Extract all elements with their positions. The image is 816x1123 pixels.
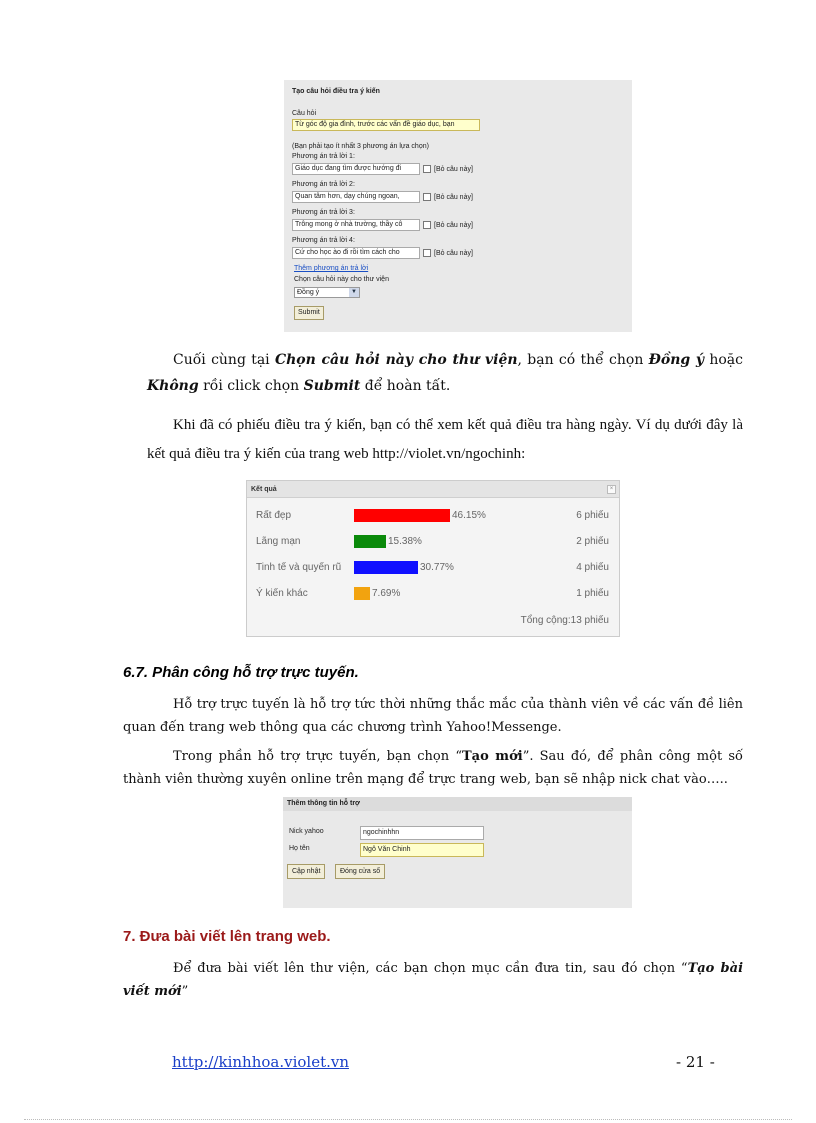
- paragraph-final-step: Cuối cùng tại Chọn câu hỏi này cho thư viện, bạn có thể chọn Đồng ý hoặc Không rồi click chọn Submit để hoàn tất.: [147, 352, 743, 394]
- answer-3-remove-label: [Bỏ câu này]: [434, 222, 473, 229]
- support-form-screenshot: [283, 797, 632, 908]
- answer-1-input[interactable]: Giáo dục đang tìm được hướng đi: [292, 163, 420, 175]
- result-percent: 7.69%: [372, 588, 401, 599]
- library-select[interactable]: [294, 287, 360, 298]
- section-7-paragraph: Để đưa bài viết lên thư viện, các bạn chọn mục cần đưa tin, sau đó chọn “Tạo bài viết mới”: [123, 961, 744, 999]
- question-input[interactable]: Từ góc độ gia đình, trước các vấn đề giáo dục, bạn: [292, 119, 480, 131]
- answer-2-remove-checkbox[interactable]: [423, 193, 431, 201]
- result-votes: 4 phiếu: [576, 562, 609, 573]
- survey-results-panel: [246, 480, 620, 637]
- emphasis-submit: Submit: [303, 378, 361, 394]
- answer-4-remove-label: [Bỏ câu này]: [434, 250, 473, 257]
- result-bar: [354, 535, 386, 548]
- answer-2-input[interactable]: Quan tâm hơn, dạy chúng ngoan,: [292, 191, 420, 203]
- answer-1-remove-label: [Bỏ câu này]: [434, 166, 473, 173]
- results-title: Kết quả: [247, 481, 619, 498]
- chevron-down-icon: ▼: [349, 288, 359, 297]
- page-bottom-rule: [24, 1119, 792, 1120]
- emphasis-new-article: Tạo bài viết mới: [123, 961, 744, 999]
- result-percent: 30.77%: [420, 562, 454, 573]
- close-window-button[interactable]: Đóng cửa sổ: [335, 864, 385, 879]
- result-votes: 6 phiếu: [576, 510, 609, 521]
- options-note: (Bạn phải tạo ít nhất 3 phương án lựa chọn): [292, 143, 429, 150]
- answer-2-label: Phương án trả lời 2:: [292, 181, 355, 188]
- result-bar: [354, 587, 370, 600]
- answer-4-remove-checkbox[interactable]: [423, 249, 431, 257]
- close-icon[interactable]: ×: [607, 485, 616, 494]
- section-6-7-paragraph-1: Hỗ trợ trực tuyến là hỗ trợ tức thời những thắc mắc của thành viên về các vấn đề liên quan đến trang web thông qua các chương trình Yahoo!Messenge.: [123, 697, 743, 735]
- name-input[interactable]: Ngô Văn Chinh: [360, 843, 484, 857]
- nick-input[interactable]: ngochinhhn: [360, 826, 484, 840]
- result-percent: 46.15%: [452, 510, 486, 521]
- result-bar: [354, 509, 450, 522]
- result-label: Tinh tế và quyến rũ: [256, 562, 342, 573]
- answer-1-remove-checkbox[interactable]: [423, 165, 431, 173]
- footer-site-link[interactable]: http://kinhhoa.violet.vn: [172, 1053, 349, 1071]
- section-7-heading: 7. Đưa bài viết lên trang web.: [123, 928, 331, 945]
- support-form-title: Thêm thông tin hỗ trợ: [283, 797, 632, 811]
- result-label: Lãng mạn: [256, 536, 301, 547]
- section-6-7-paragraph-2: Trong phần hỗ trợ trực tuyến, bạn chọn “Tạo mới”. Sau đó, để phân công một số thành viên thường xuyên online trên mạng để trực trang web, bạn sẽ nhập nick chat vào…..: [123, 749, 743, 787]
- answer-1-label: Phương án trả lời 1:: [292, 153, 355, 160]
- paragraph-view-results: Khi đã có phiếu điều tra ý kiến, bạn có thể xem kết quả điều tra hàng ngày. Ví dụ dưới đây là kết quả điều tra ý kiến của trang web http://violet.vn/ngochinh:: [147, 417, 743, 462]
- emphasis-create-new: Tạo mới: [461, 749, 523, 764]
- answer-4-input[interactable]: Cứ cho học ào đi rồi tìm cách cho: [292, 247, 420, 259]
- update-button[interactable]: Cập nhật: [287, 864, 325, 879]
- library-label: Chọn câu hỏi này cho thư viện: [294, 276, 389, 283]
- survey-form-screenshot: [284, 80, 632, 332]
- submit-button[interactable]: Submit: [294, 306, 324, 320]
- result-votes: 2 phiếu: [576, 536, 609, 547]
- question-label: Câu hỏi: [292, 110, 317, 117]
- emphasis-library-option: Chọn câu hỏi này cho thư viện: [274, 352, 518, 368]
- result-label: Rất đẹp: [256, 510, 292, 521]
- answer-4-label: Phương án trả lời 4:: [292, 237, 355, 244]
- nick-label: Nick yahoo: [289, 828, 324, 835]
- result-bar: [354, 561, 418, 574]
- answer-3-label: Phương án trả lời 3:: [292, 209, 355, 216]
- result-percent: 15.38%: [388, 536, 422, 547]
- page-number: - 21 -: [676, 1053, 715, 1071]
- answer-2-remove-label: [Bỏ câu này]: [434, 194, 473, 201]
- result-votes: 1 phiếu: [576, 588, 609, 599]
- results-total: Tổng cộng:13 phiếu: [520, 615, 609, 626]
- library-select-value: Đồng ý: [297, 289, 320, 296]
- emphasis-no: Không: [147, 378, 199, 394]
- result-label: Ý kiến khác: [256, 588, 308, 599]
- add-answer-link[interactable]: Thêm phương án trả lời: [294, 265, 369, 272]
- survey-form-title: Tạo câu hỏi điều tra ý kiến: [292, 88, 380, 95]
- section-6-7-heading: 6.7. Phân công hỗ trợ trực tuyến.: [123, 664, 359, 681]
- name-label: Họ tên: [289, 845, 310, 852]
- answer-3-remove-checkbox[interactable]: [423, 221, 431, 229]
- emphasis-agree: Đồng ý: [648, 352, 705, 368]
- answer-3-input[interactable]: Trông mong ở nhà trường, thầy cô: [292, 219, 420, 231]
